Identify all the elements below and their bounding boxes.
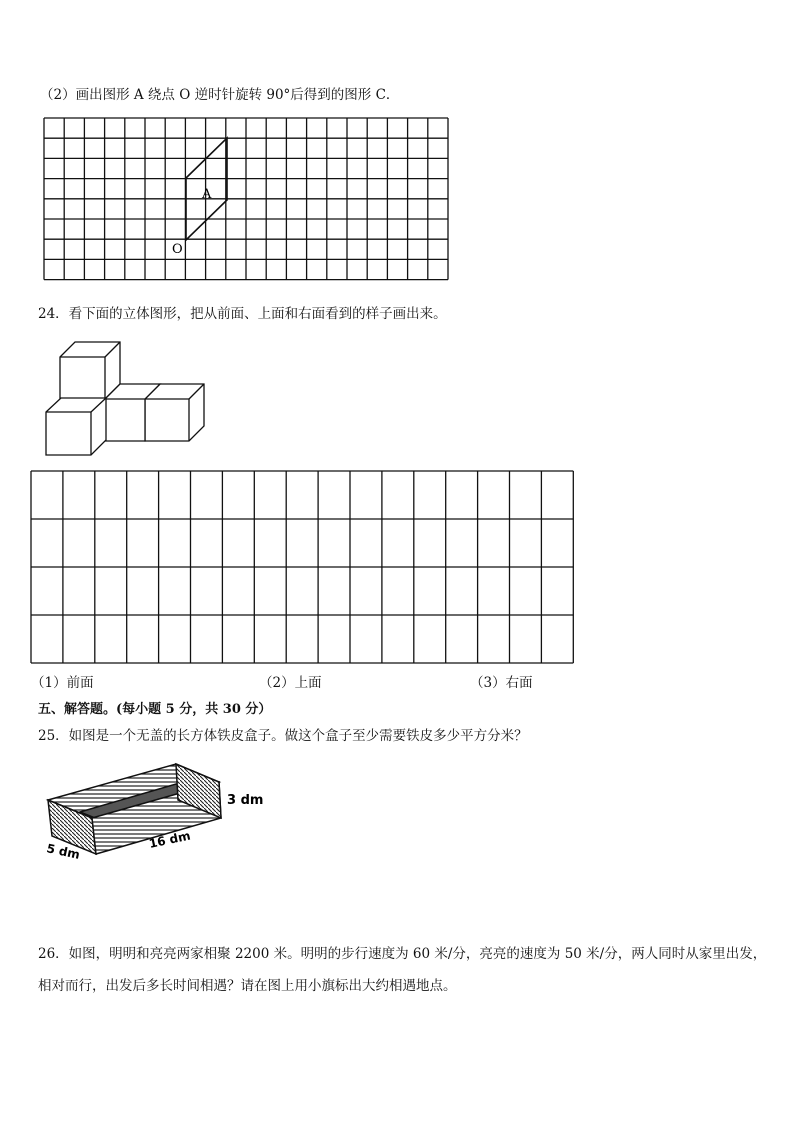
label-o: O xyxy=(172,242,183,257)
box-width-label: 5 dm xyxy=(45,841,82,862)
label-right-view: （3）右面 xyxy=(470,675,533,691)
q25-text: 25．如图是一个无盖的长方体铁皮盒子。做这个盒子至少需要铁皮多少平方分米？ xyxy=(38,728,528,744)
q24-text: 24．看下面的立体图形，把从前面、上面和右面看到的样子画出来。 xyxy=(38,306,447,322)
q26-text-line2: 相对而行，出发后多长时间相遇？请在图上用小旗标出大约相遇地点。 xyxy=(38,978,457,994)
label-top-view: （2）上面 xyxy=(259,675,322,691)
label-front-view: （1）前面 xyxy=(31,675,94,691)
q23-part2-text: （2）画出图形 A 绕点 O 逆时针旋转 90°后得到的图形 C． xyxy=(40,87,400,103)
box-length-label: 16 dm xyxy=(147,828,192,851)
box-height-label: 3 dm xyxy=(227,793,264,808)
section5-heading: 五、解答题。(每小题 5 分，共 30 分） xyxy=(38,702,272,717)
q26-text-line1: 26．如图，明明和亮亮两家相聚 2200 米。明明的步行速度为 60 米/分，亮亮的速度为 50 米/分，两人同时从家里出发， xyxy=(38,946,767,962)
label-a: A xyxy=(202,187,212,202)
